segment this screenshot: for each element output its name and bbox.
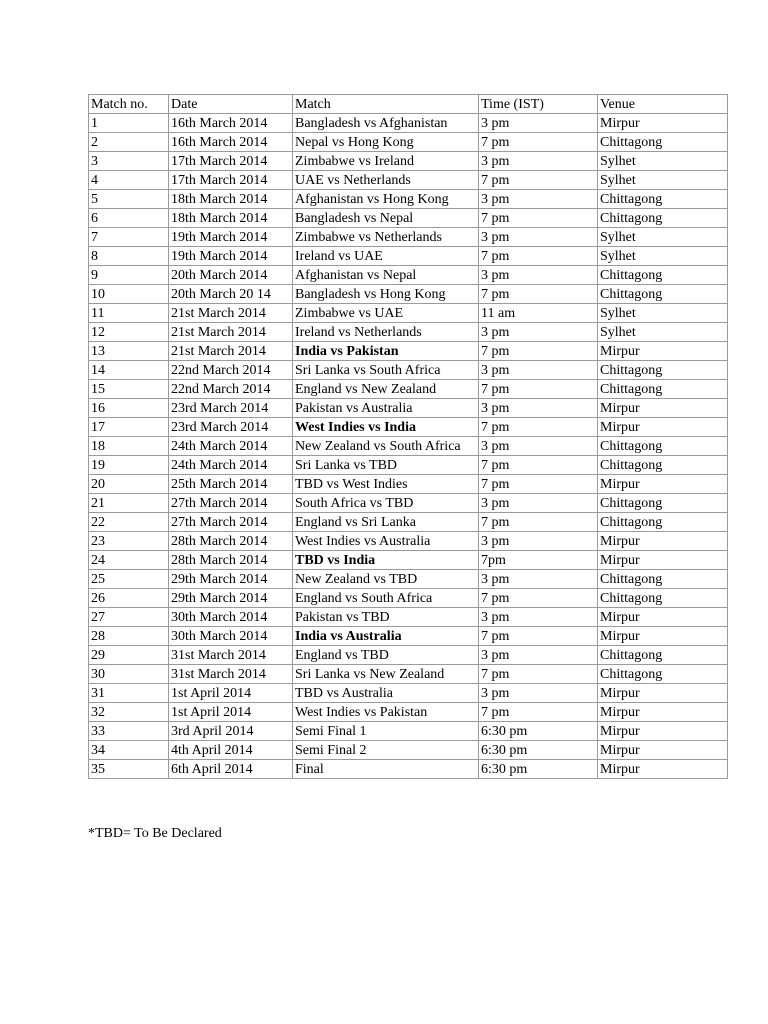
cell-match-no: 17: [89, 418, 169, 437]
cell-date: 29th March 2014: [169, 589, 293, 608]
cell-match: Zimbabwe vs UAE: [293, 304, 479, 323]
cell-date: 16th March 2014: [169, 114, 293, 133]
cell-time: 3 pm: [479, 570, 598, 589]
cell-match-no: 34: [89, 741, 169, 760]
cell-venue: Mirpur: [598, 722, 728, 741]
cell-time: 7 pm: [479, 513, 598, 532]
cell-date: 3rd April 2014: [169, 722, 293, 741]
table-row: [89, 380, 728, 399]
cell-time: 7 pm: [479, 665, 598, 684]
cell-date: 1st April 2014: [169, 684, 293, 703]
cell-time: 7pm: [479, 551, 598, 570]
header-time: Time (IST): [479, 95, 598, 114]
cell-time: 11 am: [479, 304, 598, 323]
cell-venue: Chittagong: [598, 266, 728, 285]
table-row: [89, 266, 728, 285]
cell-match: Bangladesh vs Hong Kong: [293, 285, 479, 304]
cell-venue: Chittagong: [598, 589, 728, 608]
table-row: [89, 665, 728, 684]
cell-match-no: 23: [89, 532, 169, 551]
cell-match-no: 15: [89, 380, 169, 399]
cell-time: 7 pm: [479, 627, 598, 646]
cell-date: 27th March 2014: [169, 513, 293, 532]
cell-match-no: 22: [89, 513, 169, 532]
cell-venue: Chittagong: [598, 361, 728, 380]
cell-match: Ireland vs UAE: [293, 247, 479, 266]
cell-date: 29th March 2014: [169, 570, 293, 589]
cell-venue: Sylhet: [598, 304, 728, 323]
table-row: [89, 228, 728, 247]
header-date: Date: [169, 95, 293, 114]
cell-match-no: 24: [89, 551, 169, 570]
cell-match: West Indies vs Pakistan: [293, 703, 479, 722]
cell-date: 21st March 2014: [169, 323, 293, 342]
cell-match: TBD vs West Indies: [293, 475, 479, 494]
cell-match: Pakistan vs Australia: [293, 399, 479, 418]
cell-venue: Mirpur: [598, 475, 728, 494]
cell-time: 3 pm: [479, 494, 598, 513]
cell-match: TBD vs India: [293, 551, 479, 570]
cell-match-no: 2: [89, 133, 169, 152]
table-row: [89, 703, 728, 722]
cell-venue: Sylhet: [598, 171, 728, 190]
cell-date: 22nd March 2014: [169, 380, 293, 399]
cell-match-no: 9: [89, 266, 169, 285]
cell-time: 3 pm: [479, 190, 598, 209]
cell-match-no: 29: [89, 646, 169, 665]
cell-match-no: 33: [89, 722, 169, 741]
cell-venue: Chittagong: [598, 209, 728, 228]
table-row: [89, 513, 728, 532]
table-row: [89, 494, 728, 513]
cell-time: 3 pm: [479, 532, 598, 551]
cell-time: 7 pm: [479, 209, 598, 228]
cell-venue: Chittagong: [598, 437, 728, 456]
table-row: [89, 285, 728, 304]
cell-date: 4th April 2014: [169, 741, 293, 760]
cell-match-no: 20: [89, 475, 169, 494]
cell-date: 31st March 2014: [169, 646, 293, 665]
cell-date: 23rd March 2014: [169, 418, 293, 437]
cell-time: 3 pm: [479, 323, 598, 342]
cell-match-no: 26: [89, 589, 169, 608]
cell-venue: Chittagong: [598, 133, 728, 152]
cell-venue: Chittagong: [598, 190, 728, 209]
cell-match: Afghanistan vs Nepal: [293, 266, 479, 285]
cell-match: Sri Lanka vs TBD: [293, 456, 479, 475]
table-row: [89, 304, 728, 323]
cell-match: Bangladesh vs Afghanistan: [293, 114, 479, 133]
cell-match-no: 32: [89, 703, 169, 722]
cell-venue: Sylhet: [598, 152, 728, 171]
cell-date: 19th March 2014: [169, 228, 293, 247]
cell-time: 6:30 pm: [479, 741, 598, 760]
cell-date: 27th March 2014: [169, 494, 293, 513]
cell-match-no: 10: [89, 285, 169, 304]
cell-match-no: 27: [89, 608, 169, 627]
cell-venue: Mirpur: [598, 551, 728, 570]
cell-venue: Chittagong: [598, 513, 728, 532]
cell-date: 6th April 2014: [169, 760, 293, 779]
cell-match-no: 1: [89, 114, 169, 133]
cell-match: England vs TBD: [293, 646, 479, 665]
cell-date: 18th March 2014: [169, 209, 293, 228]
table-row: [89, 551, 728, 570]
cell-date: 24th March 2014: [169, 437, 293, 456]
cell-venue: Chittagong: [598, 646, 728, 665]
cell-match: Semi Final 2: [293, 741, 479, 760]
table-row: [89, 418, 728, 437]
cell-venue: Chittagong: [598, 494, 728, 513]
table-row: [89, 152, 728, 171]
cell-match-no: 7: [89, 228, 169, 247]
table-header-row: [89, 95, 728, 114]
cell-time: 7 pm: [479, 418, 598, 437]
cell-match-no: 5: [89, 190, 169, 209]
cell-date: 21st March 2014: [169, 342, 293, 361]
cell-venue: Mirpur: [598, 627, 728, 646]
cell-match: South Africa vs TBD: [293, 494, 479, 513]
cell-match-no: 18: [89, 437, 169, 456]
table-row: [89, 209, 728, 228]
cell-time: 7 pm: [479, 342, 598, 361]
cell-match-no: 8: [89, 247, 169, 266]
cell-date: 28th March 2014: [169, 551, 293, 570]
cell-venue: Chittagong: [598, 456, 728, 475]
table-row: [89, 171, 728, 190]
cell-time: 3 pm: [479, 646, 598, 665]
cell-venue: Chittagong: [598, 380, 728, 399]
cell-date: 20th March 2014: [169, 266, 293, 285]
table-row: [89, 190, 728, 209]
cell-date: 21st March 2014: [169, 304, 293, 323]
cell-match-no: 25: [89, 570, 169, 589]
table-row: [89, 532, 728, 551]
cell-venue: Chittagong: [598, 665, 728, 684]
cell-date: 17th March 2014: [169, 152, 293, 171]
cell-venue: Mirpur: [598, 399, 728, 418]
table-row: [89, 646, 728, 665]
cell-match: New Zealand vs TBD: [293, 570, 479, 589]
cell-match-no: 28: [89, 627, 169, 646]
cell-match: UAE vs Netherlands: [293, 171, 479, 190]
table-row: [89, 133, 728, 152]
table-row: [89, 342, 728, 361]
cell-time: 6:30 pm: [479, 760, 598, 779]
cell-match: TBD vs Australia: [293, 684, 479, 703]
cell-time: 7 pm: [479, 456, 598, 475]
cell-time: 3 pm: [479, 361, 598, 380]
cell-date: 31st March 2014: [169, 665, 293, 684]
cell-venue: Chittagong: [598, 285, 728, 304]
cell-time: 7 pm: [479, 380, 598, 399]
cell-match-no: 31: [89, 684, 169, 703]
cell-time: 3 pm: [479, 228, 598, 247]
cell-date: 1st April 2014: [169, 703, 293, 722]
cell-match: Zimbabwe vs Ireland: [293, 152, 479, 171]
cell-time: 7 pm: [479, 133, 598, 152]
cell-match: West Indies vs India: [293, 418, 479, 437]
cell-match: England vs New Zealand: [293, 380, 479, 399]
header-match-no: Match no.: [89, 95, 169, 114]
cell-venue: Sylhet: [598, 323, 728, 342]
cell-time: 7 pm: [479, 475, 598, 494]
header-venue: Venue: [598, 95, 728, 114]
cell-match-no: 35: [89, 760, 169, 779]
table-row: [89, 114, 728, 133]
cell-time: 7 pm: [479, 285, 598, 304]
cell-date: 16th March 2014: [169, 133, 293, 152]
cell-date: 23rd March 2014: [169, 399, 293, 418]
cell-date: 24th March 2014: [169, 456, 293, 475]
cell-match-no: 14: [89, 361, 169, 380]
table-row: [89, 760, 728, 779]
cell-date: 25th March 2014: [169, 475, 293, 494]
cell-time: 3 pm: [479, 437, 598, 456]
header-match: Match: [293, 95, 479, 114]
cell-match: Sri Lanka vs South Africa: [293, 361, 479, 380]
table-row: [89, 608, 728, 627]
footnote: *TBD= To Be Declared: [88, 826, 222, 841]
cell-date: 18th March 2014: [169, 190, 293, 209]
table-row: [89, 570, 728, 589]
table-row: [89, 475, 728, 494]
cell-match: England vs Sri Lanka: [293, 513, 479, 532]
cell-venue: Mirpur: [598, 114, 728, 133]
cell-match: West Indies vs Australia: [293, 532, 479, 551]
cell-match-no: 16: [89, 399, 169, 418]
cell-match-no: 21: [89, 494, 169, 513]
cell-time: 3 pm: [479, 152, 598, 171]
cell-venue: Chittagong: [598, 570, 728, 589]
cell-date: 30th March 2014: [169, 627, 293, 646]
cell-venue: Mirpur: [598, 703, 728, 722]
cell-date: 30th March 2014: [169, 608, 293, 627]
table-row: [89, 627, 728, 646]
cell-time: 3 pm: [479, 399, 598, 418]
cell-time: 3 pm: [479, 266, 598, 285]
cell-match: Pakistan vs TBD: [293, 608, 479, 627]
cell-match: Final: [293, 760, 479, 779]
cell-match: Nepal vs Hong Kong: [293, 133, 479, 152]
table-row: [89, 684, 728, 703]
table-row: [89, 247, 728, 266]
cell-match: Ireland vs Netherlands: [293, 323, 479, 342]
cell-time: 3 pm: [479, 684, 598, 703]
cell-match: India vs Australia: [293, 627, 479, 646]
cell-venue: Mirpur: [598, 418, 728, 437]
cell-time: 7 pm: [479, 589, 598, 608]
cell-match-no: 11: [89, 304, 169, 323]
cell-match: Sri Lanka vs New Zealand: [293, 665, 479, 684]
cell-match-no: 30: [89, 665, 169, 684]
cell-match-no: 4: [89, 171, 169, 190]
cell-venue: Mirpur: [598, 684, 728, 703]
schedule-table: [88, 94, 728, 779]
schedule-table-body: [89, 95, 728, 779]
table-row: [89, 437, 728, 456]
cell-date: 28th March 2014: [169, 532, 293, 551]
cell-date: 22nd March 2014: [169, 361, 293, 380]
cell-time: 6:30 pm: [479, 722, 598, 741]
cell-match: Bangladesh vs Nepal: [293, 209, 479, 228]
cell-venue: Mirpur: [598, 342, 728, 361]
cell-time: 3 pm: [479, 114, 598, 133]
cell-match: Zimbabwe vs Netherlands: [293, 228, 479, 247]
cell-match-no: 6: [89, 209, 169, 228]
cell-venue: Sylhet: [598, 228, 728, 247]
cell-match-no: 13: [89, 342, 169, 361]
cell-venue: Mirpur: [598, 741, 728, 760]
table-row: [89, 456, 728, 475]
cell-time: 7 pm: [479, 703, 598, 722]
cell-time: 7 pm: [479, 171, 598, 190]
cell-date: 19th March 2014: [169, 247, 293, 266]
cell-match-no: 3: [89, 152, 169, 171]
table-row: [89, 741, 728, 760]
cell-match: New Zealand vs South Africa: [293, 437, 479, 456]
cell-venue: Mirpur: [598, 532, 728, 551]
cell-venue: Sylhet: [598, 247, 728, 266]
cell-venue: Mirpur: [598, 608, 728, 627]
cell-match: Afghanistan vs Hong Kong: [293, 190, 479, 209]
cell-match-no: 12: [89, 323, 169, 342]
cell-date: 20th March 20 14: [169, 285, 293, 304]
cell-date: 17th March 2014: [169, 171, 293, 190]
cell-match: Semi Final 1: [293, 722, 479, 741]
cell-match-no: 19: [89, 456, 169, 475]
cell-time: 3 pm: [479, 608, 598, 627]
cell-match: India vs Pakistan: [293, 342, 479, 361]
table-row: [89, 323, 728, 342]
cell-venue: Mirpur: [598, 760, 728, 779]
cell-match: England vs South Africa: [293, 589, 479, 608]
table-row: [89, 722, 728, 741]
table-row: [89, 361, 728, 380]
table-row: [89, 399, 728, 418]
cell-time: 7 pm: [479, 247, 598, 266]
table-row: [89, 589, 728, 608]
